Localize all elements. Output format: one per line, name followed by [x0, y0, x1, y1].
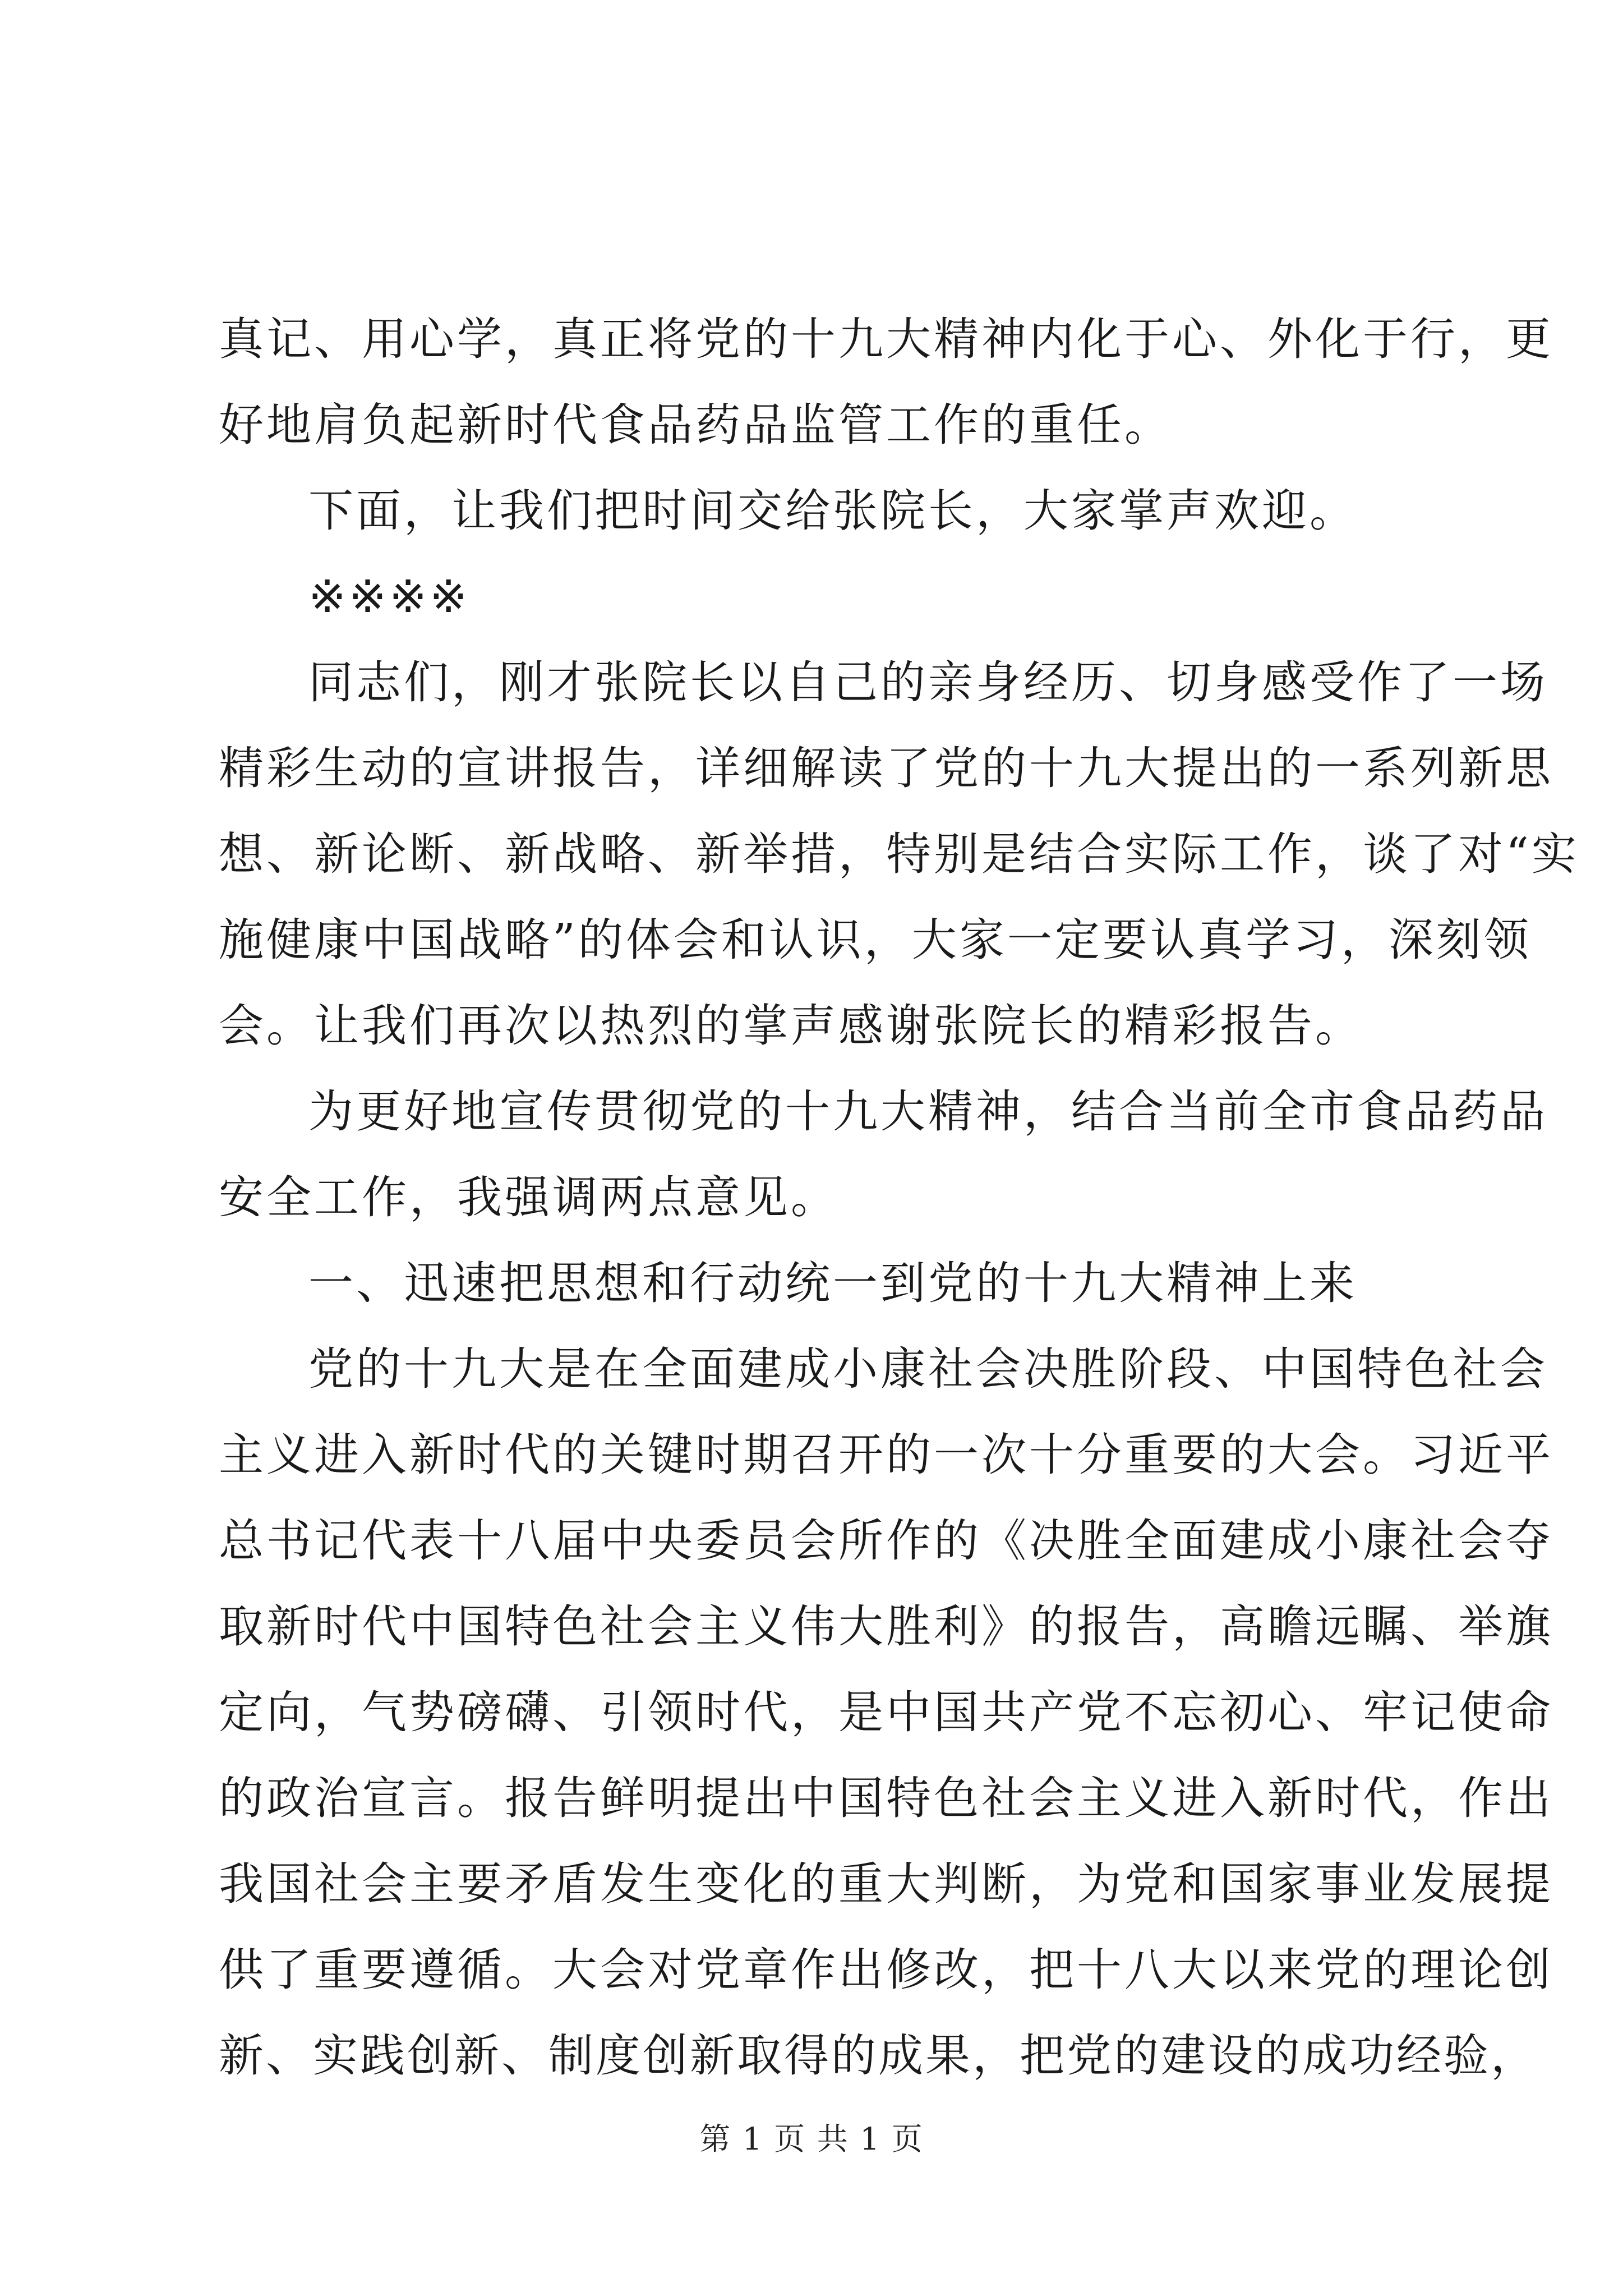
text-line: 的政治宣言。报告鲜明提出中国特色社会主义进入新时代，作出 [219, 1772, 1553, 1824]
document-body [219, 296, 1579, 2099]
text-line: 主义进入新时代的关键时期召开的一次十分重要的大会。习近平 [219, 1429, 1553, 1481]
text-line: 会。让我们再次以热烈的掌声感谢张院长的精彩报告。 [219, 1000, 1363, 1052]
text-line: 施健康中国战略”的体会和认识，大家一定要认真学习，深刻领 [219, 914, 1532, 966]
text-line: 新、实践创新、制度创新取得的成果，把党的建设的成功经验， [219, 2030, 1538, 2082]
page-footer: 第 1 页 共 1 页 [699, 2121, 924, 2157]
text-line: 下面，让我们把时间交给张院长，大家掌声欢迎。 [308, 485, 1357, 537]
text-line: 党的十九大是在全面建成小康社会决胜阶段、中国特色社会 [308, 1343, 1548, 1395]
text-line: 好地肩负起新时代食品药品监管工作的重任。 [219, 399, 1172, 451]
text-line: 供了重要遵循。大会对党章作出修改，把十八大以来党的理论创 [219, 1944, 1553, 1996]
text-line: 定向，气势磅礴、引领时代，是中国共产党不忘初心、牢记使命 [219, 1686, 1553, 1738]
text-line: 为更好地宣传贯彻党的十九大精神，结合当前全市食品药品 [308, 1085, 1548, 1138]
text-line: 取新时代中国特色社会主义伟大胜利》的报告，高瞻远瞩、举旗 [219, 1600, 1553, 1653]
text-line: 总书记代表十八届中央委员会所作的《决胜全面建成小康社会夺 [219, 1515, 1553, 1567]
section-separator: ※※※※ [308, 570, 471, 623]
text-line: 真记、用心学，真正将党的十九大精神内化于心、外化于行，更 [219, 313, 1553, 365]
section-heading: 一、迅速把思想和行动统一到党的十九大精神上来 [308, 1257, 1357, 1309]
text-line: 安全工作，我强调两点意见。 [219, 1171, 838, 1223]
text-line: 同志们，刚才张院长以自己的亲身经历、切身感受作了一场 [308, 656, 1548, 708]
text-line: 精彩生动的宣讲报告，详细解读了党的十九大提出的一系列新思 [219, 742, 1553, 794]
text-line: 我国社会主要矛盾发生变化的重大判断，为党和国家事业发展提 [219, 1858, 1553, 1910]
text-line: 想、新论断、新战略、新举措，特别是结合实际工作，谈了对“实 [219, 828, 1579, 880]
